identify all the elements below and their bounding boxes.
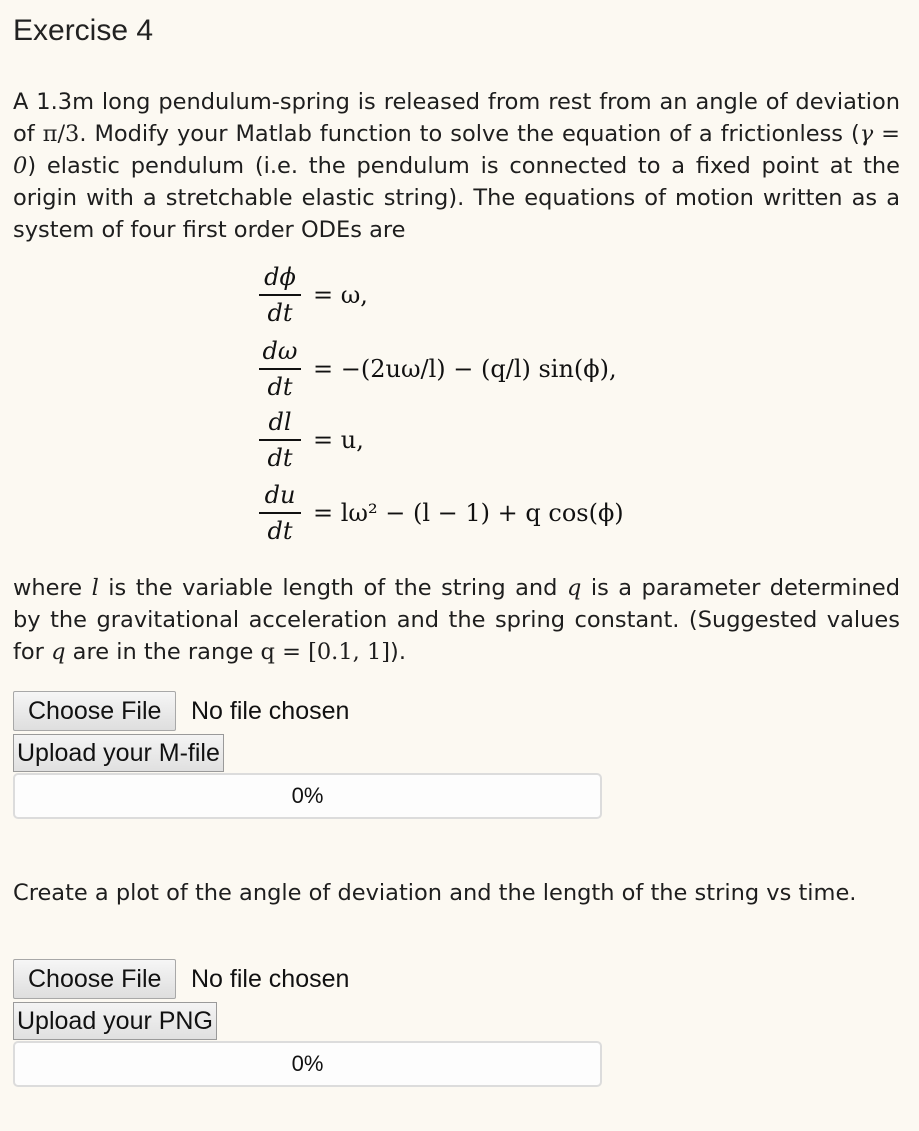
variable-description bbox=[13, 572, 900, 668]
where-math-q-2: q bbox=[51, 639, 66, 665]
equation-denominator: dt bbox=[267, 299, 293, 327]
where-math-l: l bbox=[91, 575, 99, 601]
where-text-3: is a parameter determined by the gravitational acceleration and the spring constant. (Suggested values for bbox=[13, 575, 900, 665]
where-math-range: q = [0.1, 1] bbox=[260, 639, 391, 665]
where-text-1: where bbox=[13, 575, 92, 601]
equation-fraction bbox=[259, 480, 301, 546]
where-text-2: is the variable length of the string and bbox=[98, 575, 567, 601]
intro-text-3: ) elastic pendulum (i.e. the pendulum is connected to a fixed point at the origin with a stretchable elastic string). The equations of motion written as a system of four first order ODEs are bbox=[13, 153, 900, 243]
upload-progress-png bbox=[13, 1041, 602, 1087]
equation-rhs: = lω² − (l − 1) + q cos(ϕ) bbox=[313, 499, 624, 527]
equation-fraction bbox=[259, 336, 301, 402]
problem-statement bbox=[13, 86, 900, 246]
file-status-png: No file chosen bbox=[191, 965, 350, 993]
choose-file-button-mfile[interactable]: Choose File bbox=[13, 691, 176, 731]
equation-rhs: = u, bbox=[313, 426, 364, 454]
equation-denominator: dt bbox=[267, 517, 293, 545]
upload-mfile-button[interactable]: Upload your M-file bbox=[13, 734, 224, 772]
where-math-q: q bbox=[566, 575, 582, 601]
equation-4 bbox=[259, 480, 624, 546]
upload-png-button[interactable]: Upload your PNG bbox=[13, 1002, 217, 1040]
exercise-title: Exercise 4 bbox=[13, 14, 154, 47]
equation-rhs: = −(2uω/l) − (q/l) sin(ϕ), bbox=[313, 355, 617, 383]
equation-2 bbox=[259, 336, 617, 402]
equation-denominator: dt bbox=[267, 444, 293, 472]
choose-file-button-png[interactable]: Choose File bbox=[13, 959, 176, 999]
equation-1 bbox=[259, 262, 368, 328]
progress-label: 0% bbox=[291, 783, 324, 808]
equation-denominator: dt bbox=[267, 373, 293, 401]
file-status-mfile: No file chosen bbox=[191, 697, 350, 725]
equation-numerator: dω bbox=[259, 336, 301, 370]
equation-rhs: = ω, bbox=[313, 281, 368, 309]
equation-numerator: dl bbox=[259, 407, 301, 441]
where-text-5: ). bbox=[390, 639, 406, 665]
equation-fraction bbox=[259, 407, 301, 473]
intro-math-angle: π/3 bbox=[42, 121, 80, 147]
equation-numerator: du bbox=[259, 480, 301, 514]
intro-math-gamma: γ = 0 bbox=[13, 121, 901, 179]
progress-label: 0% bbox=[291, 1051, 324, 1076]
equation-fraction bbox=[259, 262, 301, 328]
upload-progress-mfile bbox=[13, 773, 602, 819]
equation-numerator: dϕ bbox=[259, 262, 301, 296]
intro-text-2: . Modify your Matlab function to solve the equation of a frictionless ( bbox=[79, 121, 860, 147]
plot-instruction: Create a plot of the angle of deviation and the length of the string vs time. bbox=[13, 880, 857, 906]
intro-text-1: A 1.3m long pendulum-spring is released from rest from an angle of deviation of bbox=[13, 89, 900, 147]
where-text-4: are in the range bbox=[65, 639, 261, 665]
equation-3 bbox=[259, 407, 364, 473]
